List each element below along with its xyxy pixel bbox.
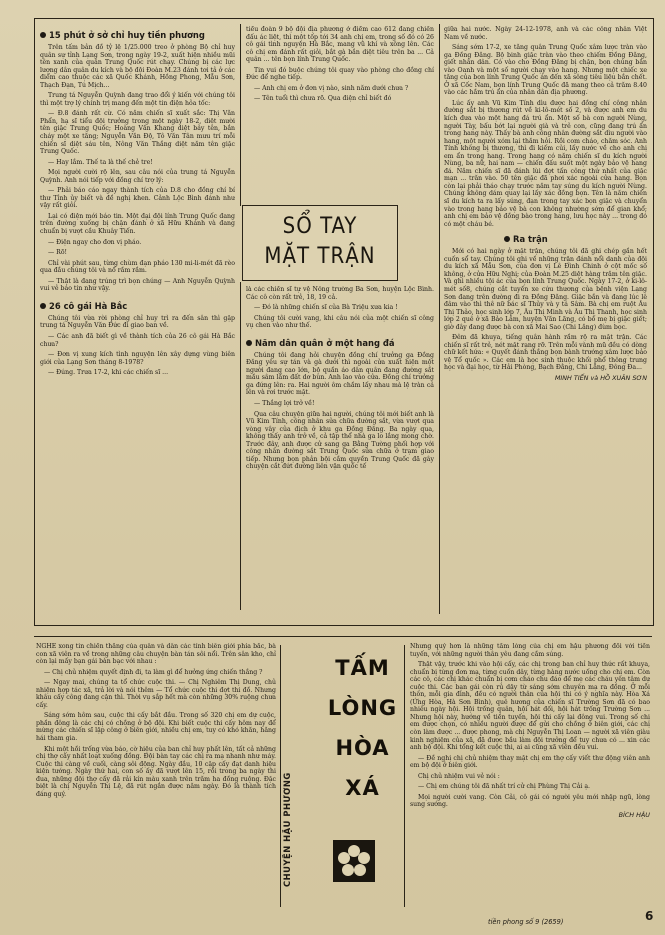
title-word: HÒA: [335, 736, 390, 760]
paragraph: NGHE xong tin chiến thắng của quân và dân các tỉnh biên giới phía bắc, bà con xã viên ra về trong những câu chuyện bàn tán sôi nổi. Trên sân kho, chỉ còn lại mấy bạn gái bàn bạc với nhau :: [36, 643, 276, 666]
paragraph: Trung tá Nguyễn Quỳnh đang trao đổi ý kiến với chúng tôi thì một trợ lý chính trị mang đến một tin điện hỏa tốc:: [40, 92, 235, 107]
heading-15-phut: 15 phút ở sở chỉ huy tiền phương: [40, 30, 235, 40]
paragraph: — Đơn vị xung kích tình nguyện lên xây dựng vùng biên giới của Lạng Sơn tháng 8-1978?: [40, 351, 235, 366]
column-rule: [240, 282, 241, 610]
section-title-box: [242, 205, 398, 281]
paragraph: là các chiến sĩ tự vệ Nông trường Ba Sơn, huyện Lộc Bình. Các cô còn rất trẻ, 18, 19 cả.: [246, 286, 434, 301]
paragraph: Mọi người cười rộ lên, sau câu nói của trung tá Nguyễn Quỳnh. Anh nói tiếp với đồng chí trợ lý:: [40, 169, 235, 184]
bullet-icon: [40, 303, 46, 309]
top-column-1: [40, 26, 235, 618]
column-rule: [439, 24, 440, 614]
paragraph: — Thắng lợi trở về!: [254, 400, 315, 408]
flower-ornament-icon: [333, 840, 375, 882]
top-column-3: [444, 26, 647, 618]
heading-26-co-gai: 26 cô gái Hà Bắc: [40, 301, 235, 311]
paragraph: Chúng tôi đang hỏi chuyện đồng chí trưởng ga Đồng Đăng yêu sự tán và gà dưới thì ngoài cửa xuất hiện một người đang cao lớn, bộ quần áo dân quân đang đường sắt mầu sâm lấm đất dơ bùn. Anh lao vào cửa. Đồng chí trưởng ga đứng lên: ra. Hai người ôm chầm lấy nhau mà lệ tràn cả lên và rơi trước mặt.: [246, 351, 434, 397]
paragraph: Lúc ấy anh Vũ Kim Tính dìu được hai đồng chí công nhân đường sắt bị thương rút về ki-lô-mét số 2, và được anh em du kích đưa vào một hang đá trú ẩn. Một số bà con người Nùng, người Tày, bấu bớt lại người già và trẻ con, cũng đang trú ẩn trong hang này. Thấy bà anh công nhân đường sắt dìu người vào hang, một người xóm lại thăm hỏi. Rồi com cháo, chăm sóc. Anh Tính không bị thương, thì đi kiếm củi, lấy nước về cho anh chị em ẩn trong hang. Trong hang có năm chiến sĩ du kích người Nùng, ba nữ, hai nam — chiến đấu suốt một ngày bảo vệ hang đá. Năm chiến sĩ đã đánh lùi đợt tấn công thứ nhất của giặc mạn ... trăn vào. 50 tên giặc đã phơi xác ngoài cửa hang. Bọn còn lại phải tháo chạy trước năm tay súng du kích người Nùng. Chúng không dám quay lại lấy xác đồng bọn. Tên là năm chiến sĩ du kích ta ra lấy súng, đạn trong tay xác bọn giặc và chuyển vào trong hang bảo vệ bà con không nhường sớm để gian khổ; anh chị em bảo vệ đồng bào trong hang, lưu học này ... trong đó có một cháu bé.: [444, 99, 647, 228]
section-divider: [34, 636, 652, 637]
paragraph: — Anh chị em ở đơn vị nào, sinh năm dưới chưa ?: [254, 84, 409, 92]
heading-ra-tran: Ra trận: [444, 234, 647, 244]
column-rule: [280, 645, 281, 907]
paragraph: — Ngay mai, chúng ta tổ chức cuộc thi. — Chị Nghiêm Thị Dung, chủ nhiệm hợp tác xã, trả lời và nói thêm — Tổ chức cuộc thi đợt thi đồ. Nhưng khâu cấy công đang cận thì. Thời vụ sắp hết mà còn những 30% ruộng chưa cấy.: [36, 679, 276, 709]
paragraph: — Phải báo cáo ngay thành tích của D.8 cho đồng chí bí thư Tỉnh ủy biết và đề nghị khen. Cảnh Lộc Bình đánh như vậy rất giỏi.: [40, 187, 235, 210]
paragraph: Sáng sớm 17-2, xe tăng quân Trung Quốc xâm lược tràn vào ga Đồng Đăng. Bộ binh giặc tràn vào theo chiếm Đồng Đăng, giết nhân dân. Có vào cho Đồng Đăng bị chặn, bọn chúng bắn vào Oanh và một số người chạy vào hang. Nhưng một chiếc xe tăng của bọn lính Trung Quốc án đến xã sông tiêu liệu bắn chết. Ở xã Cốc Nam, bọn lính Trung Quốc đã mang theo cả trăm 8.40 vào các hầm trú ẩn của nhân dân địa phương.: [444, 44, 647, 97]
top-column-2-upper: [246, 26, 434, 204]
author-signature: BÍCH HẬU: [618, 810, 650, 819]
paragraph: Tin vui đó buộc chúng tôi quay vào phòng cho đồng chí Đức để nghe tiếp.: [246, 66, 434, 82]
paragraph: Thật vậy, trước khi vào hội cấy, các chị trong ban chỉ huy thức rất khuya, chuẩn bị từng đơn mạ, từng cuốn dây, từng hàng nước uống cho chị em. Còn các cô, các chị khác chuẩn bị cơm cháo chu đáo để mẹ các cháu yên tâm dự cuộc thi. Các bạn gái còn rủ dậy từ sáng sớm chuyên mạ ra đồng. Ở mỗi thôn, mỗi gia đình, đều có người thân của hội thi có ý nghĩa này. Hòa Xá (Ứng Hòa, Hà Sơn Bình), quê hương của chiến sĩ Trường Sơn đã có bao nhiêu ngày hội. Hội trống quân, hội hát đối, hội hát trống Trường Sơn ... Nhưng hội này, hướng về tiền tuyến, hội thi cấy lại đông vui. Trong số chị em được chọn, có nhiều người được để gửi cho chồng ở biên giới, các chị còn làm được ... được phong, mà chị Nguyễn Thị Loan — người xã viên giàu kinh nghiệm của xã, đã được bầu làm đội trưởng để tuy chưa có ... xin các anh bộ đội. Khi tổng kết cuộc thi, ai ai cũng xã viên đều vui.: [410, 661, 650, 752]
paragraph: tiểu đoàn 9 bộ đội địa phương ở điểm cao 612 đang chiến đấu ác liệt, thì một tốp tới 34 anh chị em, trong số đó có 26 cô gái tình nguyện Hà Bắc, mang vũ khí và xông lên. Các cô chị em đánh rất giỏi, bắt gà bắn diệt tiêu trên ba ... Cả quân ... tên bọn lính Trung Quốc.: [246, 26, 434, 64]
paragraph: — Tên tuổi thì chưa rõ. Qua điện chỉ biết đó: [254, 95, 392, 103]
paragraph: Chị chủ nhiệm vui vẻ nói :: [418, 772, 500, 780]
paragraph: Sáng sớm hôm sau, cuộc thi cấy bắt đầu. Trong số 320 chị em dự cuộc, phần đông là các chị có chồng ở bộ đội. Khi biết cuộc thi cấy hôm nay để mừng các chiến sĩ lập công ở biên giới, nhiều chị em, tuy có khó khăn, hăng hái tham gia.: [36, 712, 276, 743]
page-number: 6: [645, 909, 654, 923]
bullet-icon: [504, 236, 510, 242]
title-word: TẤM: [335, 656, 390, 680]
paragraph: Khi một hồi trống vừa báo, cờ hiệu của ban chỉ huy phất lên, tất cả những chị thợ cấy nhất loạt xuống đồng. Đội bàn tay các chị ra mạ nhanh như máy. Cuộc thi càng về cuối, càng sôi động. Ngày đầu, 10 cặp cấy đạt danh hiệu kiện tướng. Ngày thứ hai, con số ấy đã vượt lên 15, rồi trong ba ngày thi đua, những đội thợ cấy đã rải kín màu xanh trên trăm ha đồng ruộng. Đặc biệt là chị Nguyễn Thị Lệ, đã rút ngắn được năm ngày. Đó là thành tích đáng quý.: [36, 745, 276, 798]
paragraph: Trên tấm bản đồ tỷ lệ 1/25.000 treo ở phòng Bộ chỉ huy quân sự tỉnh Lạng Sơn, trong ngày 19-2, xuất hiện nhiều mũi tên xanh của quân Trung Quốc rút chạy. Chúng bị các lực lượng dân quân du kích và bộ đội Đoàn M.23 đánh tơi tả ở các điểm cao thuộc các xã Quốc Khánh, Hồng Phong, Mẫu Sơn, Thạch Đạn, Tú Mịch...: [40, 44, 235, 89]
bottom-column-3: [410, 643, 650, 905]
title-word: XÁ: [345, 776, 380, 800]
paragraph: — Đó là những chiến sĩ của Bà Triệu xưa kia !: [254, 304, 398, 312]
paragraph: — Các anh đã biết gì về thành tích của 26 cô gái Hà Bắc chưa?: [40, 332, 235, 348]
paragraph: giữa hai nước. Ngày 24-12-1978, anh và các công nhân Việt Nam về nước.: [444, 26, 647, 41]
paragraph: — Đ.8 đánh rất cừ. Có năm chiến sĩ xuất sắc: Thị Văn Phẩn, hạ sĩ tiểu đội trưởng trong một ngày 18-2, diệt mười tên giặc Trung Quốc; Hoàng Văn Khang diệt bảy tên, bắn cháy một xe tăng; Nguyễn Văn Độ, Tô Văn Tân mưu trí mỗi chiến sĩ diệt sáu tên, Nông Văn Thắng diệt năm tên giặc Trung Quốc.: [40, 110, 235, 156]
bullet-icon: [40, 32, 46, 38]
title-word: LÒNG: [327, 696, 398, 720]
paragraph: Nhưng quý hơn là những tấm lòng của chị em hậu phương đối với tiền tuyến, với những người thân yêu đang cầm súng.: [410, 643, 650, 658]
feature-title: [325, 648, 400, 808]
paragraph: — Hay lắm. Thế ta là thế chẻ tre!: [48, 158, 153, 166]
paragraph: — Đúng. Trưa 17-2, khi các chiến sĩ ...: [48, 369, 169, 377]
column-rule: [404, 645, 405, 907]
folio-line: tiền phong số 9 (2659): [488, 918, 564, 926]
paragraph: — Điện ngay cho đơn vị pháo.: [48, 238, 142, 246]
bullet-icon: [246, 340, 252, 346]
title-line-2: MẶT TRẬN: [264, 244, 376, 269]
paragraph: Qua câu chuyện giữa hai người, chúng tôi mới biết anh là Vũ Kim Tính, công nhân sửa chữa đường sắt, vừa vượt qua vòng vây của địch ở khu ga Đồng Đăng. Ba ngày qua, không thấy anh trở về, cả tập thể nhà ga lo lắng mong chờ. Trước đây, anh được cử sang ga Bằng Tường phối hợp với công nhân đường sắt Trung Quốc sửa chữa ở trạm giao tiếp. Nhưng bọn phản bội cầm quyền Trung Quốc đã gây chuyện cắt đứt đường liên vận quốc tế: [246, 410, 434, 471]
paragraph: Mọi người cười vang. Còn Cải, cô gái có người yêu mới nhập ngũ, lòng sung sướng.: [410, 793, 650, 809]
paragraph: — Đề nghị chị chủ nhiệm thay mặt chị em thợ cấy viết thư động viên anh em bộ đội ở biên giới.: [410, 754, 650, 770]
paragraph: Chúng tôi vừa rời phòng chỉ huy trì ra đến sân thì gặp trung tá Nguyễn Văn Đức đi giao ban về.: [40, 314, 235, 330]
paragraph: Chúng tôi cười vang, khi câu nói của một chiến sĩ công vụ chen vào như thế.: [246, 314, 434, 330]
heading-nam-dan-quan: Năm dân quân ở một hang đá: [246, 338, 434, 348]
paragraph: — Rõ!: [48, 249, 68, 257]
vertical-byline: CHUYỆN HẬU PHƯƠNG: [282, 772, 292, 888]
title-line-1: SỔ TAY: [282, 214, 358, 239]
paragraph: Mới có hai ngày ở mặt trận, chúng tôi đã ghi chép gần hết cuốn sổ tay. Chúng tôi ghi về những trận đánh nổi danh của đội du kích xã Mẫu Sơn, của đơn vị Lê Đình Chinh ở cột mốc số không, ở cửa Hữu Nghị; của Đoàn M.25 diệt hàng trăm tên giặc. Và ghi nhiều tội ác của bọn lính Trung Quốc. Ngày 17-2, ở ki-lô-mét số8, chúng cắt tuyến xe cứu thương của bệnh viện Lạng Sơn đang trên đường đi ra Đồng Đăng. Giặc bắn và đang lúc lê đâm vào thì thê nữ bác sĩ Thủy và y tá Sâm. Bà chị em ruột Âu Thị Thảo, học sinh lớp 7, Âu Thị Minh và Âu Thị Thanh, học sinh lớp 2 quê ở xã Bảo Lâm, huyện Văn Lãng, có bố mẹ bị giặc giết; giờ đây đang được bà con xã Mai Sao (Chi Lăng) đùm bọc.: [444, 248, 647, 331]
paragraph: Lại có điện mới báo tin. Một đại đội lính Trung Quốc đang trên đường xuống bị chặn đánh ở xã Hữu Khánh và đang chuẩn bị vượt cầu Khuây Tiến.: [40, 212, 235, 236]
top-column-2-lower: [246, 286, 434, 616]
paragraph: Chỉ vài phút sau, từng chùm đạn pháo 130 mi-li-mét đã rèo qua đầu chúng tôi và nổ rầm rầm.: [40, 259, 235, 275]
paragraph: Đêm đã khuya, tiếng quân hành rầm rộ ra mặt trận. Các chiến sĩ rất trẻ, nét mặt rạng rỡ. Trên mỗi vành mũ đều có dòng chữ kết hứa: « Quyết đánh thắng bọn bành trướng xâm lược bảo vệ Tổ quốc ». Các em là học sinh thuộc khối phổ thông trung học và đại học, từ Hải Phòng, Bạch Đằng, Chi Lăng, Đông Đa...: [444, 334, 647, 372]
paragraph: — Chị chủ nhiệm quyết định đi, ta làm gì để hưởng ứng chiến thắng ?: [44, 668, 263, 676]
column-rule: [240, 24, 241, 206]
paragraph: — Thật là đang trúng trì bọn chúng — Anh Nguyễn Quỳnh vui vẻ báo tin như vậy.: [40, 277, 235, 293]
bottom-column-1: [36, 643, 276, 913]
author-signature: MINH TIẾN và HỒ XUÂN SƠN: [554, 373, 647, 382]
paragraph: — Chị em chúng tôi đã nhất trí cử chị Phùng Thị Cải ạ.: [418, 783, 590, 791]
